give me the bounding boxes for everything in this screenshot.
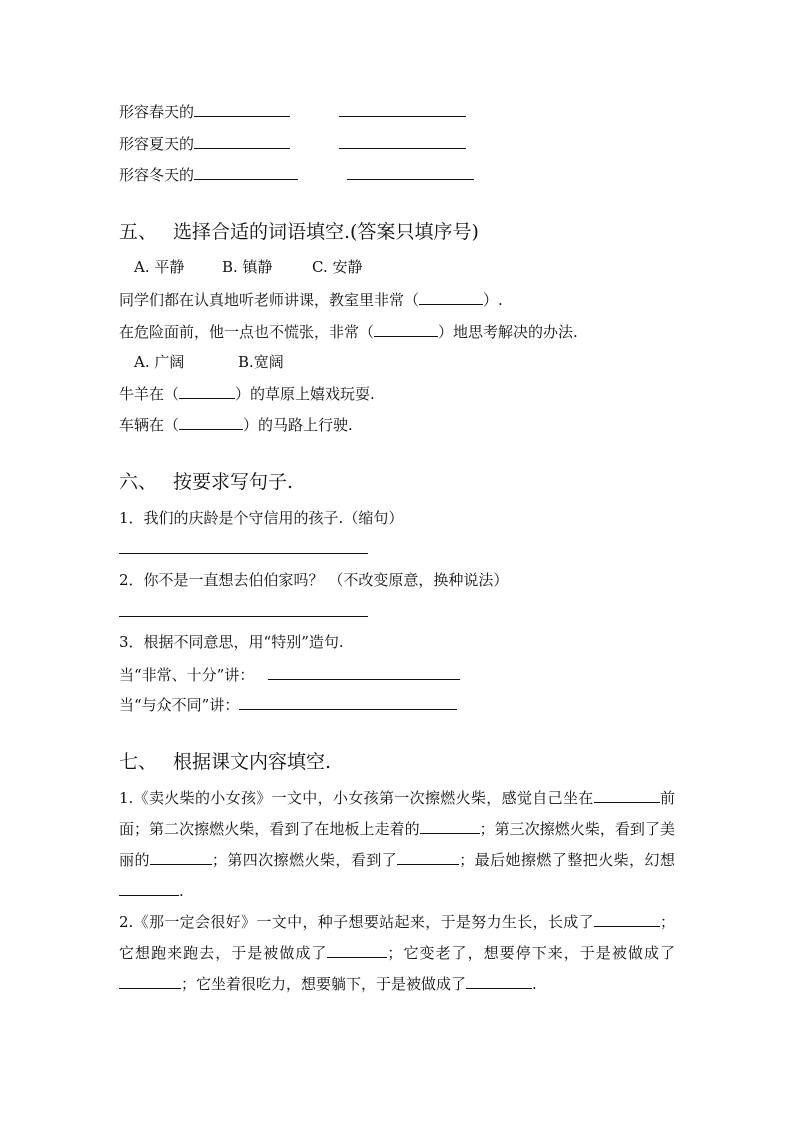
p1-a: 1.《卖火柴的小女孩》一文中，小女孩第一次擦燃火柴，感觉自己坐在 <box>119 789 594 807</box>
section7-number: 七、 <box>119 751 158 773</box>
spring-blank-1[interactable] <box>194 101 290 117</box>
q4-blank[interactable] <box>179 414 243 430</box>
section5-q3 <box>119 383 375 404</box>
option-b-kuankuo: B.宽阔 <box>238 353 284 371</box>
section7-title: 根据课文内容填空. <box>173 751 332 773</box>
p1-f: . <box>179 882 184 900</box>
q1-blank[interactable] <box>419 289 483 305</box>
q4-before: 车辆在（ <box>119 416 180 434</box>
q2-blank[interactable] <box>374 321 438 337</box>
section6-q3b-row <box>119 694 457 715</box>
summer-line <box>119 133 466 154</box>
q2-before: 在危险面前，他一点也不慌张，非常（ <box>119 323 375 341</box>
q1-before: 同学们都在认真地听老师讲课，教室里非常（ <box>119 291 420 309</box>
option-c-anjing: C. 安静 <box>312 258 363 276</box>
p2-blank-4[interactable] <box>466 973 532 989</box>
q3-after: ）的草原上嬉戏玩耍. <box>235 385 375 403</box>
p2-e: . <box>532 975 537 993</box>
p1-blank-1[interactable] <box>594 787 660 803</box>
section5-q4 <box>119 414 353 435</box>
p1-blank-4[interactable] <box>397 849 459 865</box>
spring-prefix: 形容春天的 <box>119 103 195 121</box>
p2-blank-3[interactable] <box>119 973 181 989</box>
section7-paragraph-2 <box>119 907 675 1000</box>
winter-line <box>119 164 474 185</box>
q3b-blank[interactable] <box>239 694 457 710</box>
p2-a: 2.《那一定会很好》一文中，种子想要站起来，于是努力生长，长成了 <box>119 913 594 931</box>
section5-q1 <box>119 289 503 310</box>
q3a-blank[interactable] <box>268 664 460 680</box>
p1-blank-5[interactable] <box>119 880 179 896</box>
section5-heading <box>119 220 479 244</box>
p2-blank-2[interactable] <box>327 942 387 958</box>
section5-title: 选择合适的词语填空.(答案只填序号) <box>173 221 479 243</box>
q3-before: 牛羊在（ <box>119 385 180 403</box>
option-a-pingjing: A. 平静 <box>134 258 185 276</box>
p2-c: ；它变老了，想要停下来，于是被做成了 <box>387 944 675 962</box>
p2-b: ；它想跑来跑去，于是被做成了 <box>119 913 675 962</box>
section5-number: 五、 <box>119 221 158 243</box>
section6-q3a-row <box>119 664 460 685</box>
q3b-label: 当“与众不同”讲： <box>119 696 240 714</box>
p1-c: ；第三次擦燃火柴，看到了美丽的 <box>119 820 675 869</box>
p1-e: ；最后她擦燃了整把火柴，幻想 <box>459 851 675 869</box>
section6-heading <box>119 470 293 494</box>
summer-blank-2[interactable] <box>339 133 466 149</box>
section6-q2-answer-line[interactable] <box>119 616 368 617</box>
q2-after: ）地思考解决的办法. <box>438 323 578 341</box>
p1-b: 前面；第二次擦燃火柴，看到了在地板上走着的 <box>119 789 675 838</box>
section7-heading <box>119 750 331 774</box>
p1-blank-2[interactable] <box>420 818 480 834</box>
options1-row <box>134 257 362 277</box>
option-b-zhenjing: B. 镇静 <box>222 258 273 276</box>
option-a-guangkuo: A. 广阔 <box>134 353 185 371</box>
section5-q2 <box>119 321 578 342</box>
section6-q2: 2．你不是一直想去伯伯家吗？ （不改变原意，换种说法） <box>119 571 509 589</box>
p2-d: ；它坐着很吃力，想要躺下，于是被做成了 <box>181 975 467 993</box>
winter-blank-2[interactable] <box>347 164 474 180</box>
section6-number: 六、 <box>119 471 158 493</box>
summer-blank-1[interactable] <box>194 133 290 149</box>
options2-row <box>134 352 284 372</box>
section6-q1-answer-line[interactable] <box>119 553 368 554</box>
p1-blank-3[interactable] <box>150 849 212 865</box>
section7-paragraph-1 <box>119 783 675 907</box>
spring-blank-2[interactable] <box>339 101 466 117</box>
q4-after: ）的马路上行驶. <box>243 416 353 434</box>
q3-blank[interactable] <box>179 383 235 399</box>
p1-d: ；第四次擦燃火柴，看到了 <box>211 851 398 869</box>
section6-q1: 1．我们的庆龄是个守信用的孩子.（缩句） <box>119 509 404 527</box>
spring-line <box>119 101 466 122</box>
q3a-label: 当“非常、十分”讲： <box>119 666 255 684</box>
winter-prefix: 形容冬天的 <box>119 166 195 184</box>
summer-prefix: 形容夏天的 <box>119 135 195 153</box>
q1-after: ）. <box>483 291 503 309</box>
winter-blank-1[interactable] <box>194 164 298 180</box>
p2-blank-1[interactable] <box>594 911 660 927</box>
section6-q3: 3．根据不同意思，用“特别”造句. <box>119 633 344 651</box>
section6-title: 按要求写句子. <box>173 471 294 493</box>
